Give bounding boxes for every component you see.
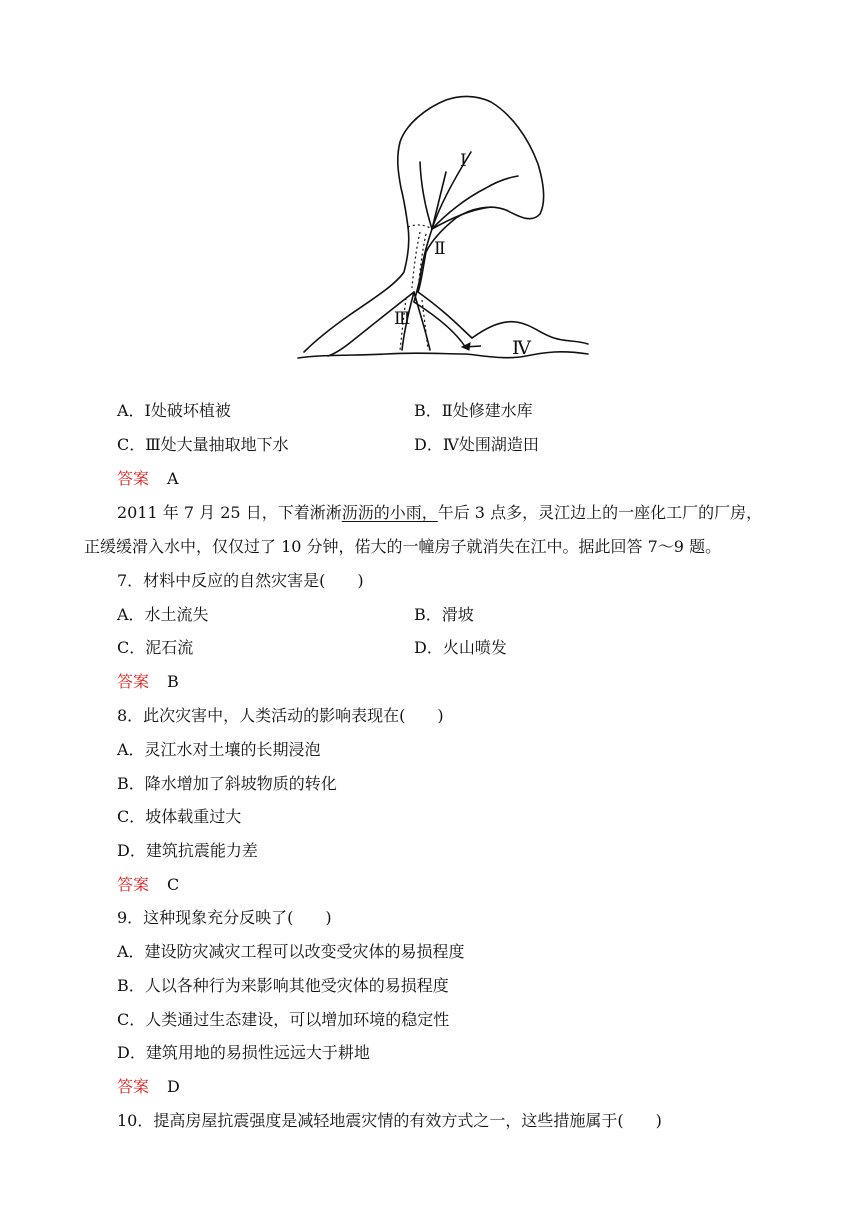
q7-option-b: B．滑坡 — [414, 605, 474, 624]
q8-answer — [117, 875, 179, 895]
label-region-1: Ⅰ — [460, 151, 467, 171]
river-bank-lower — [298, 352, 588, 358]
q9-option-b: B．人以各种行为来影响其他受灾体的易损程度 — [117, 976, 449, 995]
q7-option-a: A．水土流失 — [117, 605, 209, 624]
q6-option-a: A．Ⅰ处破坏植被 — [117, 401, 231, 420]
q6-option-d: D．Ⅳ处围湖造田 — [414, 435, 539, 454]
answer-value: B — [167, 672, 179, 691]
q7-option-c: C．泥石流 — [117, 638, 194, 657]
river-basin-figure — [296, 92, 592, 366]
q10-stem: 10．提高房屋抗震强度是减轻地震灾情的有效方式之一，这些措施属于( ) — [117, 1111, 662, 1130]
answer-label: 答案 — [117, 875, 150, 894]
passage-line-2: 正缓缓滑入水中，仅仅过了 10 分钟，偌大的一幢房子就消失在江中。据此回答 7～9 题。 — [84, 537, 722, 556]
tributary — [420, 162, 432, 229]
flow-arrow-icon — [462, 343, 481, 350]
passage-underlined-text: 沥沥的小雨， — [341, 503, 438, 522]
q8-option-a: A．灵江水对土壤的长期浸泡 — [117, 740, 321, 759]
answer-label: 答案 — [117, 672, 150, 691]
tributary — [432, 207, 491, 229]
label-region-3: Ⅲ — [394, 309, 411, 329]
q9-option-a: A．建设防灾减灾工程可以改变受灾体的易损程度 — [117, 942, 465, 961]
basin-outline-left — [304, 227, 409, 352]
q8-option-d: D．建筑抗震能力差 — [117, 841, 258, 860]
q6-answer — [117, 469, 179, 489]
passage-text: 2011 年 7 月 25 日，下着淅淅 — [117, 503, 342, 522]
answer-value: D — [167, 1077, 180, 1096]
q9-option-d: D．建筑用地的易损性远远大于耕地 — [117, 1043, 370, 1062]
q7-option-d: D．火山喷发 — [414, 638, 507, 657]
q9-option-c: C．人类通过生态建设，可以增加环境的稳定性 — [117, 1010, 450, 1029]
dashed-boundary — [408, 225, 432, 229]
label-region-4: Ⅳ — [512, 337, 531, 359]
answer-value: A — [167, 469, 179, 488]
label-region-2: Ⅱ — [434, 239, 446, 259]
q7-answer — [117, 672, 179, 692]
basin-outline — [398, 96, 544, 338]
answer-value: C — [167, 875, 180, 894]
passage-line-1 — [117, 503, 762, 523]
passage-text: 午后 3 点多，灵江边上的一座化工厂的厂房， — [437, 503, 763, 522]
q6-option-c: C．Ⅲ处大量抽取地下水 — [117, 435, 289, 454]
q6-option-b: B．Ⅱ处修建水库 — [414, 401, 533, 420]
q8-option-b: B．降水增加了斜坡物质的转化 — [117, 774, 337, 793]
q7-stem: 7．材料中反应的自然灾害是( ) — [117, 571, 364, 590]
answer-label: 答案 — [117, 1077, 150, 1096]
q9-answer — [117, 1077, 180, 1097]
q9-stem: 9．这种现象充分反映了( ) — [117, 908, 332, 927]
answer-label: 答案 — [117, 469, 150, 488]
q8-option-c: C．坡体载重过大 — [117, 807, 242, 826]
q8-stem: 8．此次灾害中，人类活动的影响表现在( ) — [117, 706, 444, 725]
tributary — [432, 176, 518, 229]
